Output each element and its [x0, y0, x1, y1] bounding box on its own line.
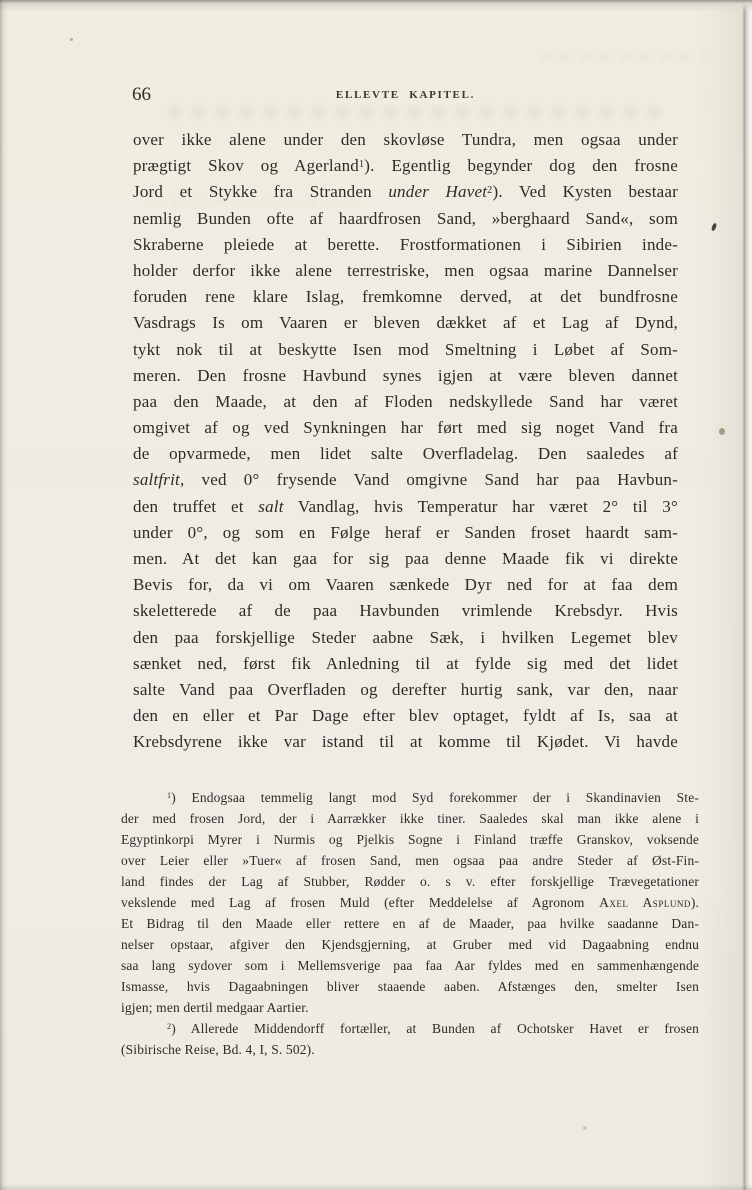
footnotes — [121, 787, 699, 1060]
footnote-1-line: nelser opstaar, afgiver den Kjendsgjerning, at Gruber med vid Dagaabning endnu — [121, 937, 699, 952]
body-text-line: sænket ned, først fik Anledning til at fylde sig med det lidet — [133, 653, 678, 673]
body-text-line: foruden rene klare Islag, fremkomne derved, at det bundfrosne — [133, 287, 678, 307]
body-text-line: prægtigt Skov og Agerland$^1$). Egentlig begynder dog den frosne — [133, 156, 678, 176]
body-text-line: saltfrit, ved 0° frysende Vand omgivne Sand har paa Havbun- — [133, 470, 678, 490]
body-text-line: meren. Den frosne Havbund synes igjen at være bleven dannet — [133, 365, 678, 385]
body-text-line: Vasdrags Is om Vaaren er bleven dækket af et Lag af Dynd, — [133, 313, 678, 333]
body-text-line: Jord et Stykke fra Stranden under Havet$^2$). Ved Kysten bestaar — [133, 182, 679, 202]
footnote-1-line: Egyptinkorpi Myrer i Nurmis og Pjelkis Sogne i Finland træffe Granskov, voksende — [121, 832, 699, 847]
page-edge-margin — [746, 0, 752, 1190]
page-edge-left — [0, 0, 8, 1190]
body-text-line: omgivet af og ved Synkningen har ført med sig noget Vand fra — [133, 418, 678, 438]
body-text — [133, 127, 678, 756]
page-number: 66 — [132, 84, 151, 105]
body-text-line: skeletterede af de paa Havbunden vrimlende Krebsdyr. Hvis — [133, 601, 678, 621]
body-text-line: Skraberne pleiede at berette. Frostformationen i Sibirien inde- — [133, 234, 678, 254]
footnote-2-line: (Sibirische Reise, Bd. 4, I, S. 502). — [121, 1042, 315, 1057]
body-text-line: paa den Maade, at den af Floden nedskyllede Sand har været — [133, 391, 678, 411]
page-edge-right — [742, 0, 746, 1190]
body-text-line: den truffet et salt Vandlag, hvis Temperatur har været 2° til 3° — [133, 496, 679, 516]
body-text-line: den en eller et Par Dage efter blev optaget, fyldt af Is, saa at — [133, 706, 678, 726]
page-edge-shade — [700, 0, 743, 1190]
footnote-1-line: over Leier eller »Tuer« af frosen Sand, men ogsaa paa andre Steder af Øst-Fin- — [121, 853, 699, 868]
body-text-line: holder derfor ikke alene terrestriske, men ogsaa marine Dannelser — [133, 260, 678, 280]
footnote-1-line: $^1$) Endogsaa temmelig langt mod Syd forekommer der i Skandinavien Ste- — [167, 790, 699, 805]
ink-speck — [711, 223, 717, 232]
body-text-line: den paa forskjellige Steder aabne Sæk, i hvilken Legemet blev — [133, 627, 678, 647]
running-header: ELLEVTE KAPITEL. — [335, 89, 476, 101]
body-text-line: salte Vand paa Overfladen og derefter hurtig sank, var den, naar — [133, 679, 678, 699]
body-text-line: de opvarmede, men lidet salte Overfladelag. Den saaledes af — [133, 444, 678, 464]
body-text-line: Bevis for, da vi om Vaaren sænkede Dyr ned for at faa dem — [133, 575, 678, 595]
footnote-1-line: der med frosen Jord, der i Aarrækker ikke tiner. Saaledes skal man ikke alene i — [121, 811, 699, 826]
footnote-2-line: $^2$) Allerede Middendorff fortæller, at Bunden af Ochotsker Havet er frosen — [167, 1021, 699, 1036]
footnote-1-line: saa lang sydover som i Mellemsverige paa faa Aar fyldes med en sammenhængende — [121, 958, 699, 973]
footnote-1-line: Et Bidrag til den Maade eller rettere en af de Maader, paa hvilke saadanne Dan- — [121, 916, 699, 931]
paper-blemish — [583, 1126, 587, 1130]
body-text-line: under 0°, og som en Følge heraf er Sanden froset haardt sam- — [133, 522, 678, 542]
bleedthrough-smudge — [540, 52, 708, 61]
page-edge-top — [0, 0, 752, 12]
footnote-1-line: land findes der Lag af Stubber, Rødder o. s v. efter forskjellige Trævegetationer — [121, 874, 699, 889]
bleedthrough-smudge — [168, 106, 660, 119]
body-text-line: over ikke alene under den skovløse Tundra, men ogsaa under — [133, 130, 678, 149]
page-edge-bottom — [0, 1184, 752, 1190]
paper-blemish — [70, 38, 73, 41]
body-text-line: tykt nok til at beskytte Isen mod Smeltning i Løbet af Som- — [133, 339, 678, 359]
paper-blemish — [719, 428, 725, 435]
footnote-1-line: igjen; men dertil medgaar Aartier. — [121, 1000, 309, 1015]
body-text-line: nemlig Bunden ofte af haardfrosen Sand, »berghaard Sand«, som — [133, 208, 678, 228]
body-text-line: men. At det kan gaa for sig paa denne Maade fik vi direkte — [133, 549, 678, 568]
footnote-1-line: vekslende med Lag af frosen Muld (efter Meddelelse af Agronom Axel Asplund). — [121, 895, 699, 910]
body-text-line: Krebsdyrene ikke var istand til at komme til Kjødet. Vi havde — [133, 732, 678, 752]
footnote-1-line: Ismasse, hvis Dagaabningen bliver staaende aaben. Afstænges den, smelter Isen — [121, 979, 699, 994]
